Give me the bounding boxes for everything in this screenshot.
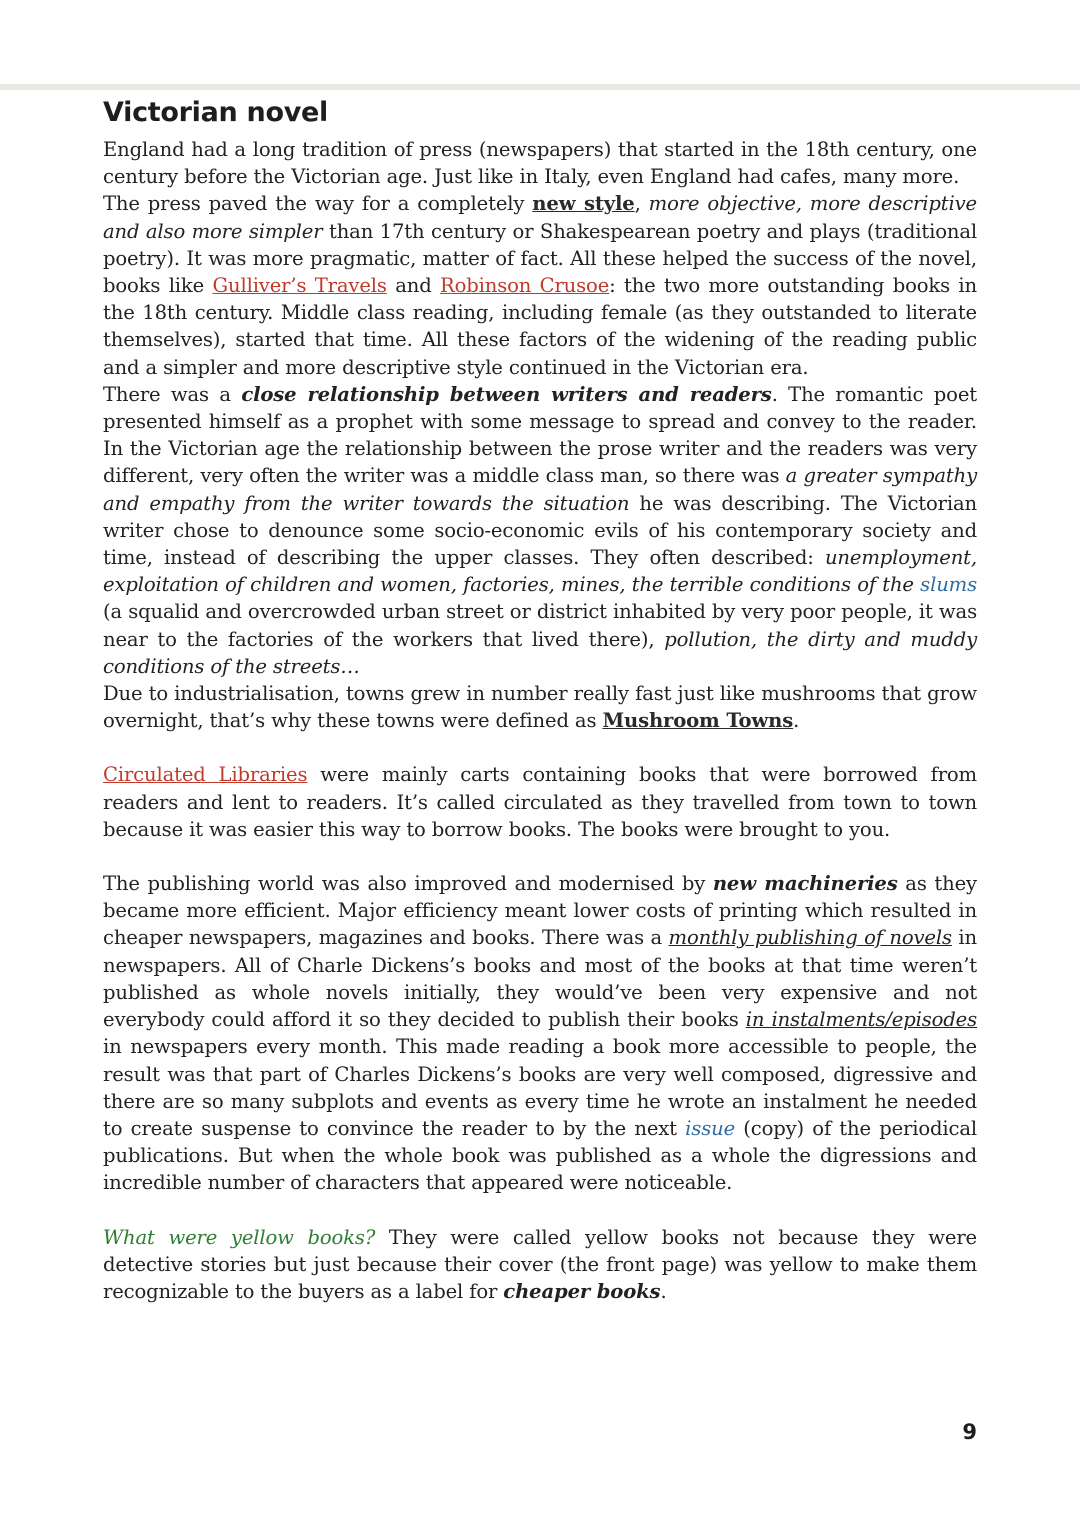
page-title: Victorian novel [103,97,328,128]
romantic-poet-text: . The romantic poet presented himself as a prophet with some message to spread and convey to the reader. In the Victorian age the relationship between the prose writer and the readers was very different, very often the writer was a middle class man, so there was [103,382,977,488]
paragraph-press-history [103,136,977,734]
comma-text: , [634,192,649,216]
period-text: . [793,709,800,733]
paragraph-circulated-libraries [103,761,977,843]
top-rule [0,84,1080,90]
instalments-term: in instalments/episodes [745,1008,977,1032]
social-evils-phrase: unemployment, exploitation of children and women, factories, mines, the terrible conditions of the [103,546,977,597]
denounce-text: he was describing. The Victorian writer chose to denounce some socio-economic evils of his contemporary society and time, instead of describing the upper classes. They often described: [103,491,977,570]
digressions-text: (copy) of the periodical publications. But when the whole book was published as a whole the digressions and incredible number of characters that appeared were noticeable. [103,1116,978,1195]
press-intro-text: England had a long tradition of press (newspapers) that started in the 18th century, one century before the Victorian age. Just like in Italy, even England had cafes, many more. [103,138,977,189]
page-number: 9 [962,1420,977,1444]
slums-definition-text: (a squalid and overcrowded urban street or district inhabited by very poor people, it was near to the factories of the workers that lived there), [103,600,977,651]
document-page [103,96,977,1305]
publishing-intro-text: The publishing world was also improved and modernised by [103,872,713,896]
issue-term: issue [685,1116,736,1140]
pragmatic-text: than 17th century or Shakespearean poetry and plays (traditional poetry). It was more pragmatic, matter of fact. All these helped the success of the novel, books like [103,219,977,298]
efficiency-text: as they became more efficient. Major efficiency meant lower costs of printing which resulted in cheaper newspapers, magazines and books. There was a [103,872,977,950]
press-style-text: The press paved the way for a completely [103,192,533,216]
yellow-books-text: They were called yellow books not because they were detective stories but just because their cover (the front page) was yellow to make them recognizable to the buyers as a label for [103,1225,978,1303]
new-machineries-term: new machineries [712,872,898,896]
relationship-intro-text: There was a [103,382,242,406]
mushroom-towns-term: Mushroom Towns [602,709,794,733]
yellow-books-question: What were yellow books? [103,1225,376,1249]
monthly-publishing-term: monthly publishing of novels [668,926,952,950]
middle-class-text: : the two more outstanding books in the 18th century. Middle class reading, including female (as they outstanded to literate themselves), started that time. All these factors of the widening of the reading public and a simpler and more descriptive style continued in the Victorian era. [103,274,977,379]
industrialisation-text: Due to industrialisation, towns grew in number really fast just like mushrooms that grow overnight, that’s why these towns were defined as [103,682,977,733]
objective-style-phrase: more objective, more descriptive and also more simpler [103,192,977,243]
libraries-text: were mainly carts containing books that were borrowed from readers and lent to readers. It’s called circulated as they travelled from town to town because it was easier this way to borrow books. The books were brought to you. [103,763,977,841]
cheaper-books-term: cheaper books [503,1279,661,1303]
and-text: and [386,274,440,298]
sympathy-phrase: a greater sympathy and empathy from the writer towards the situation [103,464,977,515]
robinson-crusoe-link[interactable]: Robinson Crusoe [439,274,610,298]
final-period-text: . [660,1279,667,1303]
paragraph-yellow-books [103,1224,977,1306]
new-style-term: new style [532,192,635,216]
paragraph-publishing [103,870,977,1196]
pollution-phrase: pollution, the dirty and muddy conditions of the streets… [103,627,977,678]
slums-term: slums [920,573,977,597]
circulated-libraries-link[interactable]: Circulated Libraries [103,763,308,787]
paragraph-gap [103,734,977,761]
paragraph-gap [103,1197,977,1224]
close-relationship-term: close relationship between writers and readers [241,382,772,406]
paragraph-gap [103,843,977,870]
dickens-text: in newspapers. All of Charle Dickens’s books and most of the books at that time weren’t published as whole novels initially, they would’ve been very expensive and not everybody could afford it so they decided to publish their books [103,926,977,1032]
suspense-text: in newspapers every month. This made reading a book more accessible to people, the result was that part of Charles Dickens’s books are very well composed, digressive and there are so many subplots and events as every time he wrote an instalment he needed to create suspense to convince the reader to by the next [103,1035,977,1140]
gullivers-travels-link[interactable]: Gulliver’s Travels [212,274,387,298]
